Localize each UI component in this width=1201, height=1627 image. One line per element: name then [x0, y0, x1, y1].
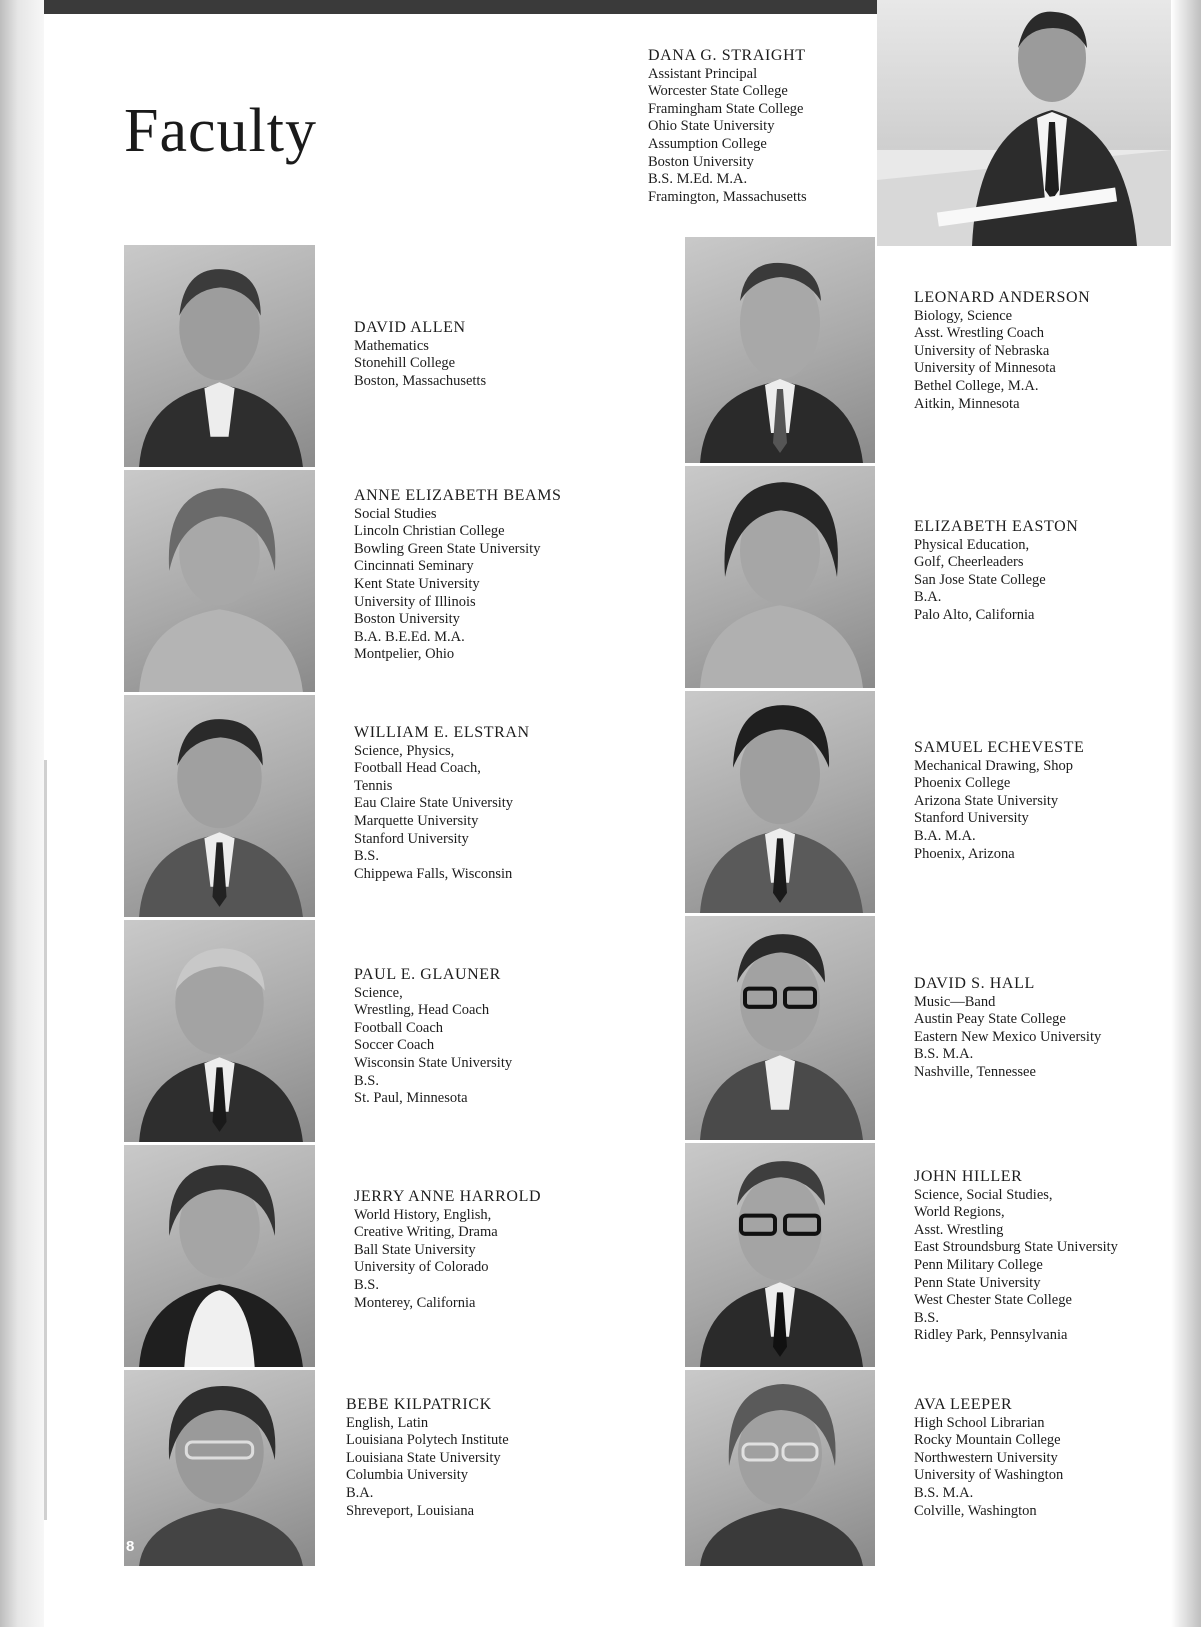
faculty-detail: Rocky Mountain College: [914, 1432, 1061, 1449]
faculty-name: AVA LEEPER: [914, 1396, 1013, 1413]
faculty-detail: Ohio State University: [648, 118, 775, 135]
faculty-detail: Golf, Cheerleaders: [914, 554, 1024, 571]
faculty-detail: University of Nebraska: [914, 342, 1050, 359]
faculty-name: WILLIAM E. ELSTRAN: [354, 724, 530, 741]
faculty-detail: Mechanical Drawing, Shop: [914, 757, 1074, 774]
faculty-detail: Asst. Wrestling Coach: [914, 325, 1045, 342]
faculty-detail: University of Illinois: [354, 593, 476, 610]
page-number: 8: [126, 1538, 135, 1555]
faculty-name: ANNE ELIZABETH BEAMS: [354, 487, 562, 504]
faculty-detail: East Stroundsburg State University: [914, 1239, 1118, 1256]
faculty-name: JOHN HILLER: [914, 1168, 1023, 1185]
faculty-detail: Chippewa Falls, Wisconsin: [354, 865, 513, 882]
faculty-detail: Palo Alto, California: [914, 606, 1035, 623]
faculty-entry: [914, 1396, 1063, 1520]
binding-line: [44, 760, 47, 1520]
faculty-photo: [124, 470, 315, 692]
featured-photo: [877, 0, 1171, 246]
faculty-detail: Wrestling, Head Coach: [354, 1002, 490, 1019]
faculty-detail: Shreveport, Louisiana: [346, 1502, 475, 1519]
faculty-photo: [685, 466, 875, 688]
faculty-detail: University of Colorado: [354, 1259, 489, 1276]
faculty-name: PAUL E. GLAUNER: [354, 966, 501, 983]
faculty-detail: Marquette University: [354, 812, 479, 829]
faculty-detail: Mathematics: [354, 337, 429, 354]
faculty-detail: Penn Military College: [914, 1256, 1043, 1273]
faculty-detail: English, Latin: [346, 1414, 429, 1431]
faculty-detail: Science, Social Studies,: [914, 1186, 1053, 1203]
faculty-detail: B.A.: [914, 589, 942, 606]
faculty-detail: Nashville, Tennessee: [914, 1063, 1036, 1080]
faculty-detail: Ridley Park, Pennsylvania: [914, 1327, 1068, 1344]
faculty-detail: University of Washington: [914, 1467, 1064, 1484]
faculty-photo: [124, 920, 315, 1142]
faculty-entry: [914, 975, 1101, 1082]
faculty-photo: [685, 1370, 875, 1566]
faculty-detail: Framington, Massachusetts: [648, 188, 807, 205]
faculty-detail: Football Coach: [354, 1019, 444, 1036]
faculty-detail: Biology, Science: [914, 307, 1013, 324]
faculty-detail: Tennis: [354, 777, 393, 794]
faculty-detail: Montpelier, Ohio: [354, 646, 455, 663]
faculty-name: DAVID S. HALL: [914, 975, 1035, 992]
faculty-photo: [685, 1143, 875, 1367]
faculty-detail: B.S.: [914, 1309, 939, 1326]
faculty-detail: Science, Physics,: [354, 742, 455, 759]
faculty-detail: Austin Peay State College: [914, 1011, 1066, 1028]
faculty-detail: Boston University: [648, 153, 754, 170]
faculty-entry: [354, 1188, 541, 1312]
faculty-name: DAVID ALLEN: [354, 319, 466, 336]
faculty-entry: [914, 289, 1090, 413]
faculty-detail: Creative Writing, Drama: [354, 1224, 498, 1241]
faculty-detail: B.S.: [354, 1276, 379, 1293]
faculty-detail: Phoenix, Arizona: [914, 845, 1015, 862]
faculty-detail: Louisiana Polytech Institute: [346, 1432, 509, 1449]
faculty-entry: [354, 487, 562, 664]
faculty-detail: Kent State University: [354, 575, 480, 592]
faculty-detail: World Regions,: [914, 1204, 1005, 1221]
faculty-detail: B.A.: [346, 1484, 374, 1501]
faculty-detail: Soccer Coach: [354, 1037, 435, 1054]
faculty-name: LEONARD ANDERSON: [914, 289, 1091, 306]
faculty-detail: Northwestern University: [914, 1449, 1058, 1466]
faculty-detail: Penn State University: [914, 1274, 1041, 1291]
faculty-detail: Assumption College: [648, 135, 767, 152]
faculty-detail: San Jose State College: [914, 571, 1046, 588]
featured-entry: [648, 47, 807, 206]
faculty-detail: Cincinnati Seminary: [354, 558, 474, 575]
faculty-entry: [354, 724, 530, 883]
faculty-detail: B.S. M.A.: [914, 1484, 974, 1501]
faculty-photo: [685, 237, 875, 463]
faculty-detail: Social Studies: [354, 505, 437, 522]
faculty-detail: High School Librarian: [914, 1414, 1045, 1431]
faculty-name: BEBE KILPATRICK: [346, 1396, 492, 1413]
faculty-detail: Eau Claire State University: [354, 795, 514, 812]
faculty-detail: Phoenix College: [914, 775, 1011, 792]
faculty-detail: Bethel College, M.A.: [914, 377, 1039, 394]
faculty-detail: Stonehill College: [354, 355, 456, 372]
faculty-detail: B.S.: [354, 848, 379, 865]
faculty-detail: Assistant Principal: [648, 65, 758, 82]
faculty-detail: Stanford University: [354, 830, 469, 847]
faculty-detail: Arizona State University: [914, 792, 1059, 809]
faculty-detail: Boston University: [354, 611, 460, 628]
faculty-name: DANA G. STRAIGHT: [648, 47, 806, 64]
faculty-photo: [124, 695, 315, 917]
faculty-detail: Colville, Washington: [914, 1502, 1037, 1519]
faculty-detail: University of Minnesota: [914, 360, 1056, 377]
faculty-detail: Aitkin, Minnesota: [914, 395, 1020, 412]
page-right-edge: [1171, 0, 1201, 1627]
faculty-photo: [124, 1370, 315, 1566]
faculty-detail: Wisconsin State University: [354, 1054, 513, 1071]
faculty-name: ELIZABETH EASTON: [914, 518, 1079, 535]
faculty-photo: [124, 245, 315, 467]
faculty-name: JERRY ANNE HARROLD: [354, 1188, 542, 1205]
faculty-detail: Lincoln Christian College: [354, 523, 505, 540]
faculty-detail: Asst. Wrestling: [914, 1221, 1004, 1238]
faculty-detail: B.A. B.E.Ed. M.A.: [354, 628, 465, 645]
faculty-photo: [124, 1145, 315, 1367]
faculty-detail: Bowling Green State University: [354, 540, 541, 557]
faculty-detail: Science,: [354, 984, 403, 1001]
page-left-edge: [0, 0, 44, 1627]
faculty-detail: West Chester State College: [914, 1292, 1072, 1309]
faculty-detail: Stanford University: [914, 810, 1029, 827]
faculty-entry: [346, 1396, 509, 1520]
faculty-photo: [685, 691, 875, 913]
faculty-entry: [914, 739, 1084, 863]
faculty-detail: Football Head Coach,: [354, 760, 481, 777]
faculty-detail: Monterey, California: [354, 1294, 476, 1311]
faculty-detail: Worcester State College: [648, 83, 788, 100]
faculty-detail: Eastern New Mexico University: [914, 1028, 1102, 1045]
faculty-detail: Physical Education,: [914, 536, 1030, 553]
faculty-detail: B.S. M.Ed. M.A.: [648, 171, 748, 188]
faculty-detail: Boston, Massachusetts: [354, 372, 487, 389]
faculty-detail: B.S. M.A.: [914, 1046, 974, 1063]
faculty-entry: [354, 319, 486, 390]
faculty-photo: [685, 916, 875, 1140]
faculty-detail: Louisiana State University: [346, 1449, 501, 1466]
faculty-entry: [914, 1168, 1118, 1345]
faculty-detail: World History, English,: [354, 1206, 492, 1223]
faculty-detail: Music—Band: [914, 993, 996, 1010]
faculty-detail: Ball State University: [354, 1241, 476, 1258]
faculty-entry: [914, 518, 1078, 625]
faculty-name: SAMUEL ECHEVESTE: [914, 739, 1085, 756]
faculty-detail: Framingham State College: [648, 100, 804, 117]
faculty-detail: St. Paul, Minnesota: [354, 1090, 468, 1107]
faculty-entry: [354, 966, 512, 1108]
faculty-detail: B.S.: [354, 1072, 379, 1089]
faculty-detail: Columbia University: [346, 1467, 469, 1484]
page-title: Faculty: [124, 97, 317, 165]
faculty-detail: B.A. M.A.: [914, 827, 976, 844]
